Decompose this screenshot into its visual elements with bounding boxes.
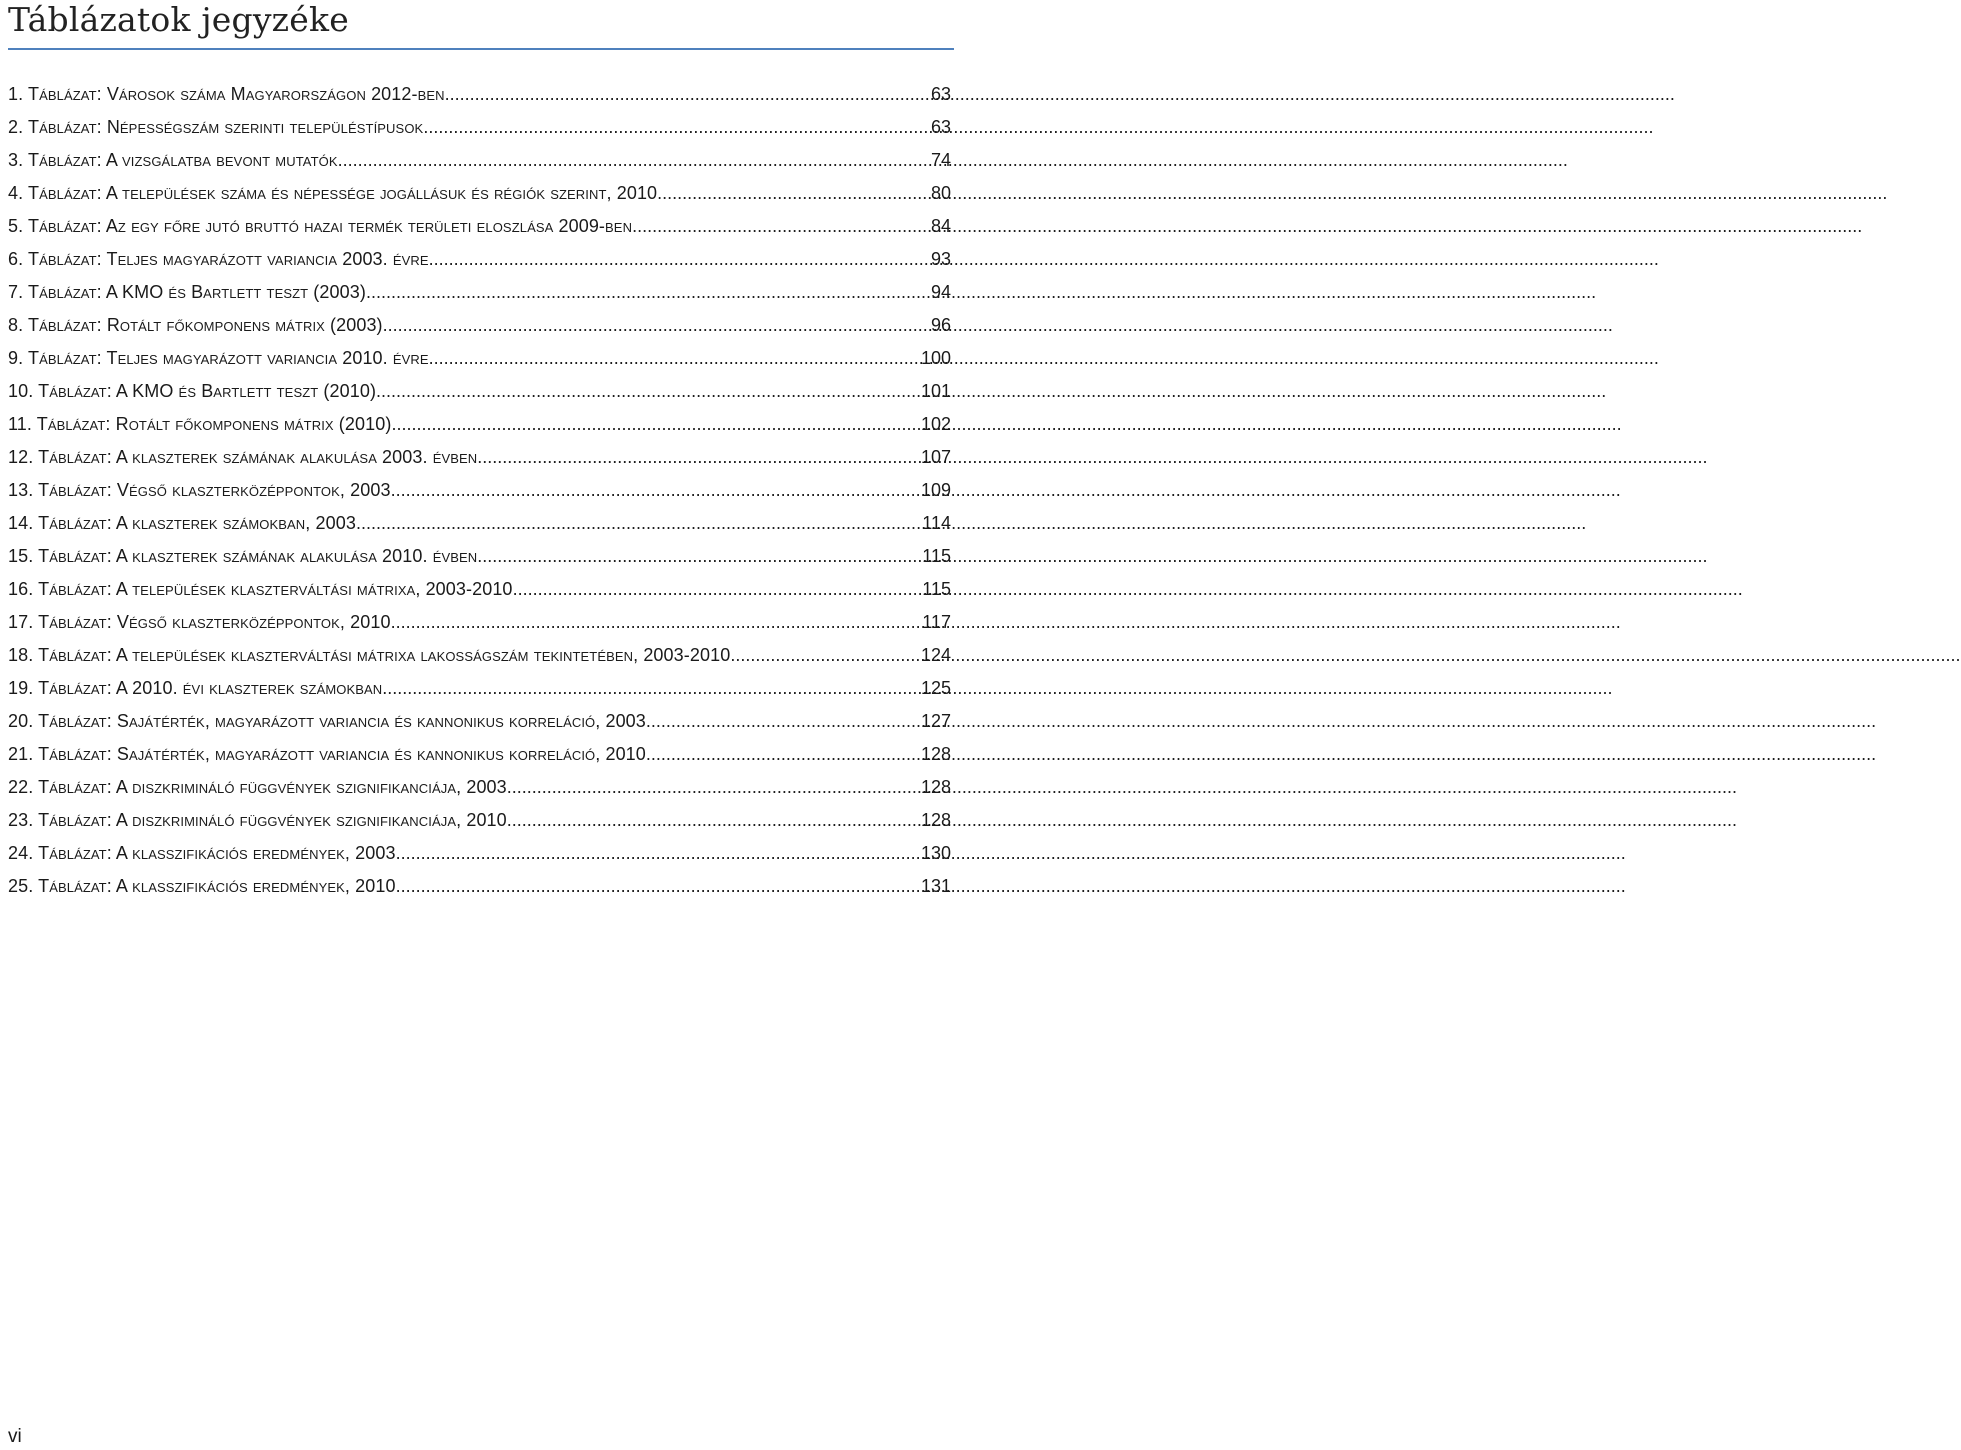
title-underline [8,48,954,50]
toc-entry-page: 101 [920,381,951,401]
toc-dot-leader [382,678,919,699]
toc-entry-title: 7. Táblázat: A KMO és Bartlett teszt (2003) [8,282,366,302]
toc-entry-page: 130 [920,843,951,863]
toc-entry-page: 124 [920,645,951,665]
toc-entry[interactable] [8,447,951,480]
toc-entry[interactable] [8,777,951,810]
toc-entry[interactable] [8,810,951,843]
toc-entry-page: 84 [930,216,951,236]
toc-dot-leader [383,315,929,336]
toc-dot-leader [513,579,921,600]
toc-entry-page: 128 [920,777,951,797]
page-title: Táblázatok jegyzéke [8,0,349,39]
toc-entry[interactable] [8,678,951,711]
toc-entry-page: 131 [920,876,951,896]
toc-dot-leader [376,381,919,402]
toc-dot-leader [445,84,929,105]
toc-entry[interactable] [8,216,951,249]
toc-entry[interactable] [8,612,951,645]
toc-dot-leader [477,546,920,567]
toc-entry-page: 127 [920,711,951,731]
toc-entry-title: 8. Táblázat: Rotált főkomponens mátrix (2003) [8,315,383,335]
toc-dot-leader [632,216,929,237]
toc-entry-title: 12. Táblázat: A klaszterek számának alakulása 2003. évben [8,447,478,467]
toc-entry[interactable] [8,513,951,546]
toc-dot-leader [391,414,919,435]
toc-entry-title: 14. Táblázat: A klaszterek számokban, 2003 [8,513,356,533]
toc-entry-title: 25. Táblázat: A klasszifikációs eredmények, 2010 [8,876,396,896]
toc-entry[interactable] [8,381,951,414]
toc-entry-page: 117 [922,612,951,632]
toc-entry-title: 15. Táblázat: A klaszterek számának alakulása 2010. évben [8,546,478,566]
toc-dot-leader [507,777,919,798]
toc-entry-page: 63 [930,117,951,137]
toc-entry-page: 128 [920,810,951,830]
toc-dot-leader [366,282,929,303]
toc-entry[interactable] [8,711,951,744]
toc-dot-leader [356,513,920,534]
toc-entry-page: 114 [922,513,951,533]
toc-entry-title: 22. Táblázat: A diszkrimináló függvények szignifikanciája, 2003 [8,777,507,797]
toc-entry-title: 9. Táblázat: Teljes magyarázott variancia 2010. évre [8,348,429,368]
toc-entry-title: 1. Táblázat: Városok száma Magyarországon 2012-ben [8,84,445,104]
toc-entry-page: 125 [920,678,951,698]
toc-entry-page: 115 [922,579,951,599]
toc-entry[interactable] [8,282,951,315]
toc-entry-page: 128 [920,744,951,764]
toc-entry-page: 109 [920,480,951,500]
toc-entry-page: 100 [920,348,951,368]
page-number: vi [8,1426,22,1447]
toc-dot-leader [396,876,919,897]
toc-entry-title: 6. Táblázat: Teljes magyarázott variancia 2003. évre [8,249,429,269]
toc-entry[interactable] [8,249,951,282]
toc-entry[interactable] [8,183,951,216]
toc-entry-title: 5. Táblázat: Az egy főre jutó bruttó hazai termék területi eloszlása 2009-ben [8,216,633,236]
toc-entry-page: 115 [922,546,951,566]
toc-entry-title: 10. Táblázat: A KMO és Bartlett teszt (2010) [8,381,377,401]
toc-entry[interactable] [8,84,951,117]
toc-entry-title: 23. Táblázat: A diszkrimináló függvények szignifikanciája, 2010 [8,810,507,830]
toc-entry-title: 17. Táblázat: Végső klaszterközéppontok, 2010 [8,612,391,632]
toc-entry-title: 3. Táblázat: A vizsgálatba bevont mutatók [8,150,338,170]
toc-entry-page: 96 [930,315,951,335]
toc-dot-leader [391,480,919,501]
toc-dot-leader [507,810,919,831]
toc-entry[interactable] [8,414,951,447]
toc-entry[interactable] [8,546,951,579]
toc-entry[interactable] [8,645,951,678]
toc-entry-title: 11. Táblázat: Rotált főkomponens mátrix (2010) [8,414,392,434]
toc-dot-leader [423,117,929,138]
toc-entry[interactable] [8,843,951,876]
toc-entry-title: 21. Táblázat: Sajátérték, magyarázott variancia és kannonikus korreláció, 2010 [8,744,646,764]
toc-entry-page: 80 [930,183,951,203]
toc-dot-leader [396,843,919,864]
toc-dot-leader [429,249,929,270]
toc-entry[interactable] [8,480,951,513]
toc-entry[interactable] [8,117,951,150]
toc-dot-leader [730,645,919,666]
toc-entry-title: 16. Táblázat: A települések klaszterváltási mátrixa, 2003-2010 [8,579,513,599]
toc-dot-leader [429,348,919,369]
toc-entry-title: 2. Táblázat: Népességszám szerinti településtípusok [8,117,424,137]
toc-dot-leader [657,183,929,204]
toc-entry-page: 63 [930,84,951,104]
toc-entry[interactable] [8,579,951,612]
toc-entry-page: 102 [920,414,951,434]
toc-entry-title: 24. Táblázat: A klasszifikációs eredmények, 2003 [8,843,396,863]
toc-entry-title: 18. Táblázat: A települések klaszterváltási mátrixa lakosságszám tekintetében, 2003-2010 [8,645,731,665]
toc-entry-page: 94 [930,282,951,302]
table-of-tables-list [8,84,951,909]
toc-entry[interactable] [8,315,951,348]
toc-dot-leader [391,612,921,633]
toc-dot-leader [477,447,919,468]
toc-entry-page: 93 [930,249,951,269]
toc-entry-title: 20. Táblázat: Sajátérték, magyarázott variancia és kannonikus korreláció, 2003 [8,711,646,731]
toc-entry-title: 19. Táblázat: A 2010. évi klaszterek számokban [8,678,383,698]
toc-dot-leader [646,711,919,732]
toc-entry[interactable] [8,348,951,381]
toc-entry[interactable] [8,744,951,777]
toc-entry-title: 4. Táblázat: A települések száma és népessége jogállásuk és régiók szerint, 2010 [8,183,658,203]
toc-dot-leader [646,744,919,765]
toc-dot-leader [338,150,929,171]
toc-entry[interactable] [8,876,951,909]
toc-entry-title: 13. Táblázat: Végső klaszterközéppontok, 2003 [8,480,391,500]
toc-entry[interactable] [8,150,951,183]
toc-entry-page: 74 [930,150,951,170]
toc-entry-page: 107 [920,447,951,467]
